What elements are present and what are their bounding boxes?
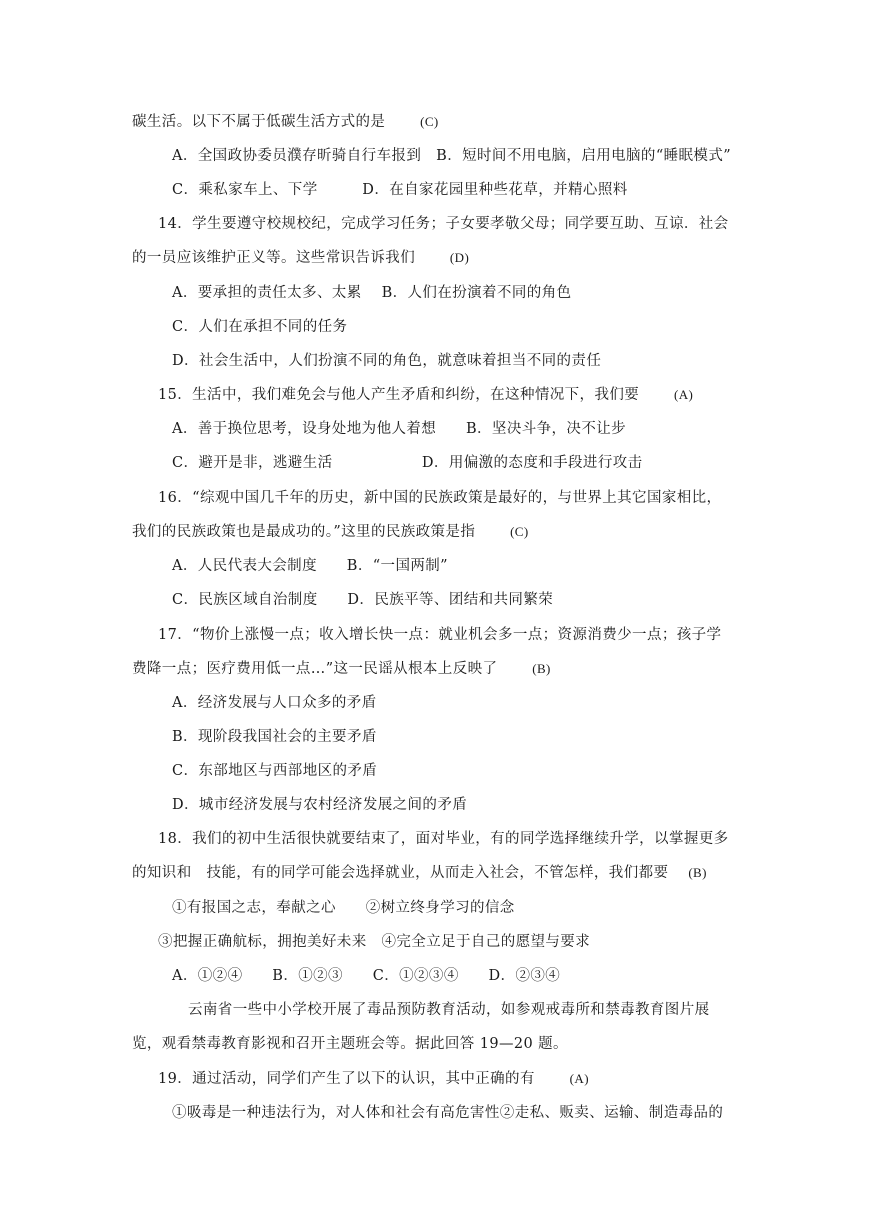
text-line bbox=[158, 932, 590, 952]
line-text: ①有报国之志，奉献之心 ②树立终身学习的信念 bbox=[172, 900, 515, 916]
text-line bbox=[172, 419, 626, 439]
text-line bbox=[188, 1000, 710, 1020]
text-line bbox=[172, 761, 377, 781]
line-text: A．善于换位思考，设身处地为他人着想 B．坚决斗争，决不让步 bbox=[172, 421, 627, 437]
line-text: 16．“综观中国几千年的历史，新中国的民族政策是最好的，与世界上其它国家相比， bbox=[158, 490, 722, 506]
text-line bbox=[172, 966, 560, 986]
line-text: A．要承担的责任太多、太累 B．人们在扮演着不同的角色 bbox=[172, 285, 572, 301]
text-line bbox=[132, 522, 529, 542]
text-line bbox=[158, 1069, 589, 1089]
line-text: A．①②④ B．①②③ C．①②③④ D．②③④ bbox=[172, 968, 561, 984]
answer-mark: (D) bbox=[449, 250, 470, 265]
text-line bbox=[172, 795, 467, 815]
answer-mark: (B) bbox=[532, 661, 551, 676]
text-line bbox=[158, 829, 729, 849]
line-text: C．民族区域自治制度 D．民族平等、团结和共同繁荣 bbox=[172, 592, 554, 608]
line-text: 费降一点；医疗费用低一点…”这一民谣从根本上反映了 bbox=[132, 661, 498, 677]
text-line bbox=[172, 727, 377, 747]
line-text: C．乘私家车上、下学 D．在自家花园里种些花草，并精心照料 bbox=[172, 182, 628, 198]
answer-mark: (C) bbox=[420, 114, 439, 129]
text-line bbox=[132, 863, 707, 883]
text-line bbox=[158, 625, 721, 645]
text-line bbox=[158, 488, 721, 508]
text-line bbox=[158, 385, 693, 405]
line-text: 的一员应该维护正义等。这些常识告诉我们 bbox=[132, 250, 416, 266]
text-line bbox=[172, 1103, 723, 1123]
text-line bbox=[172, 693, 377, 713]
line-text: C．东部地区与西部地区的矛盾 bbox=[172, 763, 378, 779]
line-text: 我们的民族政策也是最成功的。”这里的民族政策是指 bbox=[132, 524, 476, 540]
line-text: 碳生活。以下不属于低碳生活方式的是 bbox=[132, 114, 386, 130]
line-text: 18．我们的初中生活很快就要结束了，面对毕业，有的同学选择继续升学，以掌握更多 bbox=[158, 831, 729, 847]
line-text: A．经济发展与人口众多的矛盾 bbox=[172, 695, 377, 711]
line-text: C．人们在承担不同的任务 bbox=[172, 319, 348, 335]
line-text: 的知识和 技能，有的同学可能会选择就业，从而走入社会，不管怎样，我们都要 bbox=[132, 865, 669, 881]
line-text: 14．学生要遵守校规校纪，完成学习任务；子女要孝敬父母；同学要互助、互谅．社会 bbox=[158, 216, 729, 232]
text-line bbox=[172, 317, 347, 337]
answer-mark: (A) bbox=[569, 1071, 589, 1086]
text-line bbox=[172, 146, 731, 166]
text-line bbox=[132, 112, 439, 132]
line-text: D．社会生活中，人们扮演不同的角色，就意味着担当不同的责任 bbox=[172, 353, 602, 369]
text-line bbox=[172, 556, 448, 576]
text-line bbox=[172, 898, 515, 918]
text-line bbox=[172, 283, 571, 303]
text-line bbox=[172, 453, 643, 473]
line-text: 15．生活中，我们难免会与他人产生矛盾和纠纷，在这种情况下，我们要 bbox=[158, 387, 640, 403]
line-text: 19．通过活动，同学们产生了以下的认识，其中正确的有 bbox=[158, 1071, 535, 1087]
text-line bbox=[132, 248, 469, 268]
line-text: A．全国政协委员濮存昕骑自行车报到 B．短时间不用电脑，启用电脑的“睡眠模式” bbox=[172, 148, 732, 164]
text-line bbox=[172, 180, 628, 200]
text-line bbox=[158, 214, 729, 234]
line-text: 17．“物价上涨慢一点；收入增长快一点：就业机会多一点；资源消费少一点；孩子学 bbox=[158, 627, 722, 643]
line-text: ③把握正确航标，拥抱美好未来 ④完全立足于自己的愿望与要求 bbox=[158, 934, 591, 950]
line-text: D．城市经济发展与农村经济发展之间的矛盾 bbox=[172, 797, 468, 813]
answer-mark: (B) bbox=[688, 865, 707, 880]
text-line bbox=[132, 659, 551, 679]
line-text: B．现阶段我国社会的主要矛盾 bbox=[172, 729, 377, 745]
text-line bbox=[172, 590, 553, 610]
line-text: 览，观看禁毒教育影视和召开主题班会等。据此回答 19—20 题。 bbox=[132, 1036, 568, 1052]
line-text: C．避开是非，逃避生活 D．用偏激的态度和手段进行攻击 bbox=[172, 455, 643, 471]
text-line bbox=[172, 351, 601, 371]
line-text: 云南省一些中小学校开展了毒品预防教育活动，如参观戒毒所和禁毒教育图片展 bbox=[188, 1002, 710, 1018]
line-text: A．人民代表大会制度 B．“一国两制” bbox=[172, 558, 448, 574]
answer-mark: (C) bbox=[510, 524, 529, 539]
answer-mark: (A) bbox=[673, 387, 694, 402]
text-line bbox=[132, 1034, 568, 1054]
line-text: ①吸毒是一种违法行为，对人体和社会有高危害性②走私、贩卖、运输、制造毒品的 bbox=[172, 1105, 724, 1121]
